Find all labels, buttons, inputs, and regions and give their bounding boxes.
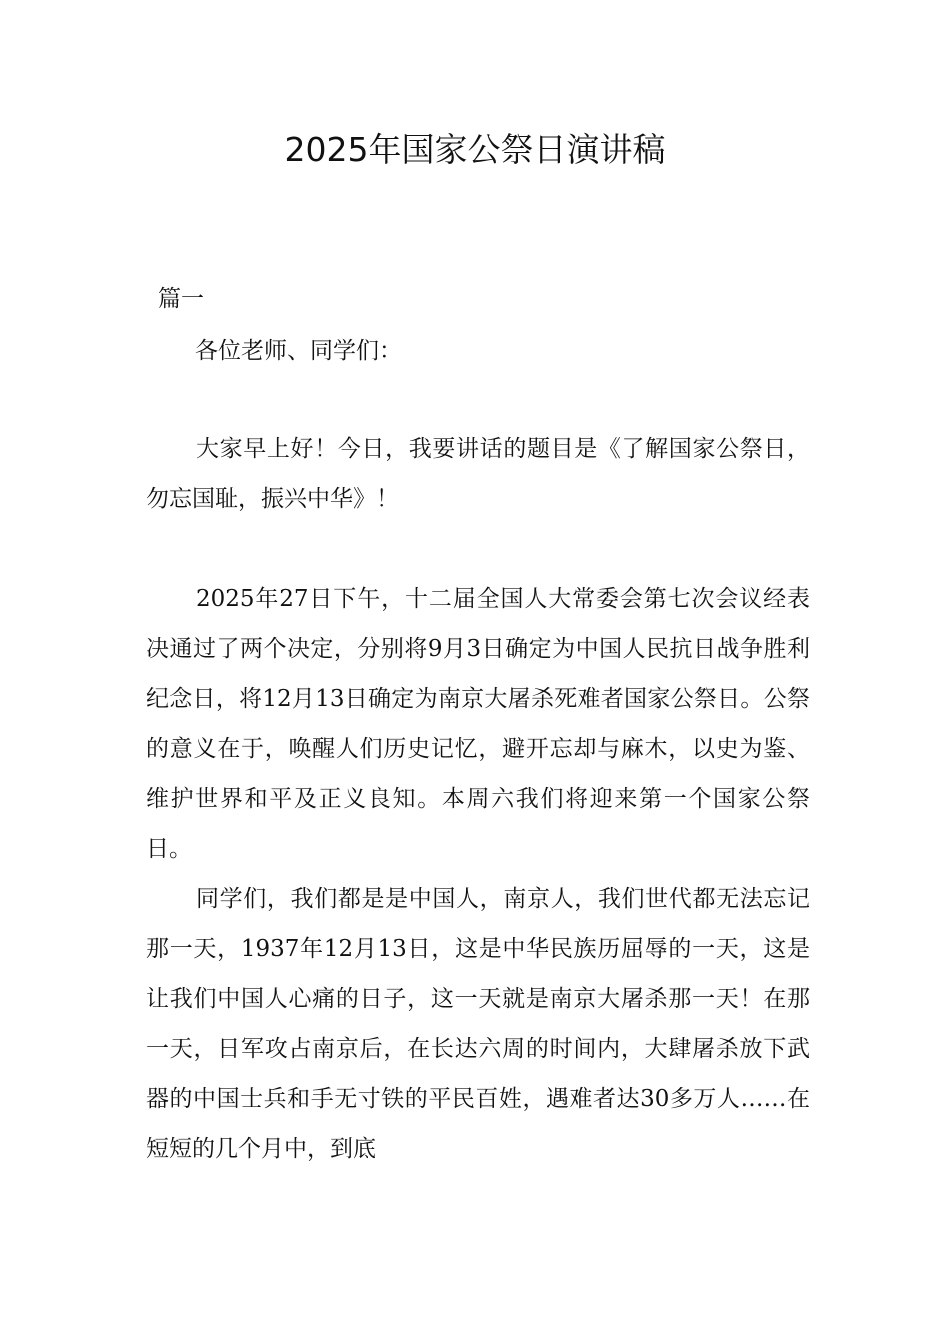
- salutation: 各位老师、同学们：: [195, 338, 402, 364]
- document-title: 2025年国家公祭日演讲稿: [284, 130, 666, 169]
- paragraph-3: 同学们，我们都是是中国人，南京人，我们世代都无法忘记那一天，1937年12月13日，这是中华民族历屈辱的一天，这是让我们中国人心痛的日子，这一天就是南京大屠杀那一天！在那一天，日军攻占南京后，在长达六周的时间内，大肆屠杀放下武器的中国士兵和手无寸铁的平民百姓，遇难者达30多万人……在短短的几个月中，到底: [146, 886, 810, 1162]
- paragraph-2: 2025年27日下午，十二届全国人大常委会第七次会议经表决通过了两个决定，分别将9月3日确定为中国人民抗日战争胜利纪念日，将12月13日确定为南京大屠杀死难者国家公祭日。公祭的意义在于，唤醒人们历史记忆，避开忘却与麻木，以史为鉴、维护世界和平及正义良知。本周六我们将迎来第一个国家公祭日。: [146, 586, 810, 862]
- paragraph-1: 大家早上好！今日，我要讲话的题目是《了解国家公祭日，勿忘国耻，振兴中华》！: [146, 436, 810, 512]
- section-label: 篇一: [158, 286, 204, 312]
